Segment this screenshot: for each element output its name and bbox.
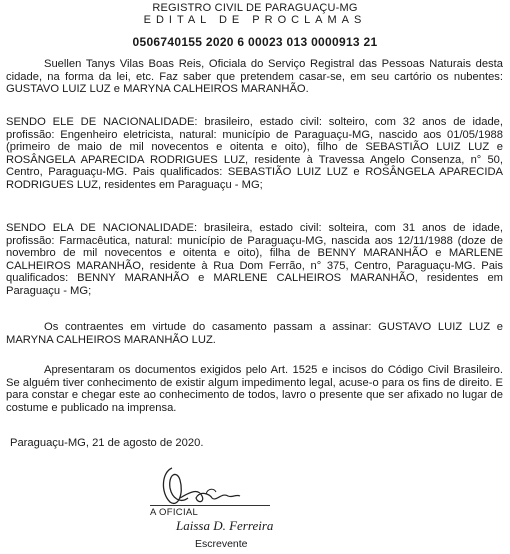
edital-title: EDITAL DE PROCLAMAS <box>143 14 367 26</box>
registry-title: REGISTRO CIVIL DE PARAGUAÇU-MG <box>152 2 358 14</box>
groom-paragraph: SENDO ELE DE NACIONALIDADE: brasileiro, estado civil: solteiro, com 32 anos de idade, profissão: Engenheiro eletricista, natural: município de Paraguaçu-MG, nascido aos 01/05/1988 (primeiro de maio de mil novecentos e oitenta e oito), filho de SEBASTIÃO LUIZ LUZ e ROSÂNGELA APARECIDA RODRIGUES LUZ, residente à Travessa Angelo Consenza, n° 50, Centro, Paraguaçu-MG. Pais qualificados: SEBASTIÃO LUIZ LUZ e ROSÂNGELA APARECIDA RODRIGUES LUZ, residentes em Paraguaçu - MG; <box>6 116 503 191</box>
documents-paragraph: Apresentaram os documentos exigidos pelo Art. 1525 e incisos do Código Civil Brasileiro. Se alguém tiver conhecimento de existir algum impedimento legal, acuse-o para os fins de direito. E para constar e chegar este ao conhecimento de todos, lavro o presente que ser afixado no lugar de costume e publicado na imprensa. <box>6 364 503 414</box>
oficial-label: A OFICIAL <box>150 507 199 518</box>
intro-paragraph: Suellen Tanys Vilas Boas Reis, Oficiala do Serviço Registral das Pessoas Naturais desta cidade, na forma da lei, etc. Faz saber que pretendem casar-se, em seu cartório os nubentes: GUSTAVO LUIZ LUZ e MARYNA CALHEIROS MARANHÃO. <box>6 58 503 96</box>
registration-number: 0506740155 2020 6 00023 013 0000913 21 <box>132 35 378 49</box>
signer-name: Laissa D. Ferreira <box>176 518 274 533</box>
bride-paragraph: SENDO ELA DE NACIONALIDADE: brasileira, estado civil: solteira, com 31 anos de idade, profissão: Farmacêutica, natural: município de Paraguaçu-MG, nascida aos 12/11/1988 (doze de novembro de mil novecentos e oitenta e oito), filha de BENNY MARANHÃO e MARLENE CALHEIROS MARANHÃO, residente à Rua Dom Ferrão, n° 375, Centro, Paraguaçu-MG. Pais qualificados: BENNY MARANHÃO e MARLENE CALHEIROS MARANHÃO, residentes em Paraguaçu - MG; <box>6 222 503 297</box>
date-line: Paraguaçu-MG, 21 de agosto de 2020. <box>10 437 204 449</box>
names-paragraph: Os contraentes em virtude do casamento passam a assinar: GUSTAVO LUIZ LUZ e MARYNA CALHEIROS MARANHÃO LUZ. <box>6 321 503 346</box>
signer-role: Escrevente <box>195 538 248 550</box>
signature-line <box>150 505 270 506</box>
